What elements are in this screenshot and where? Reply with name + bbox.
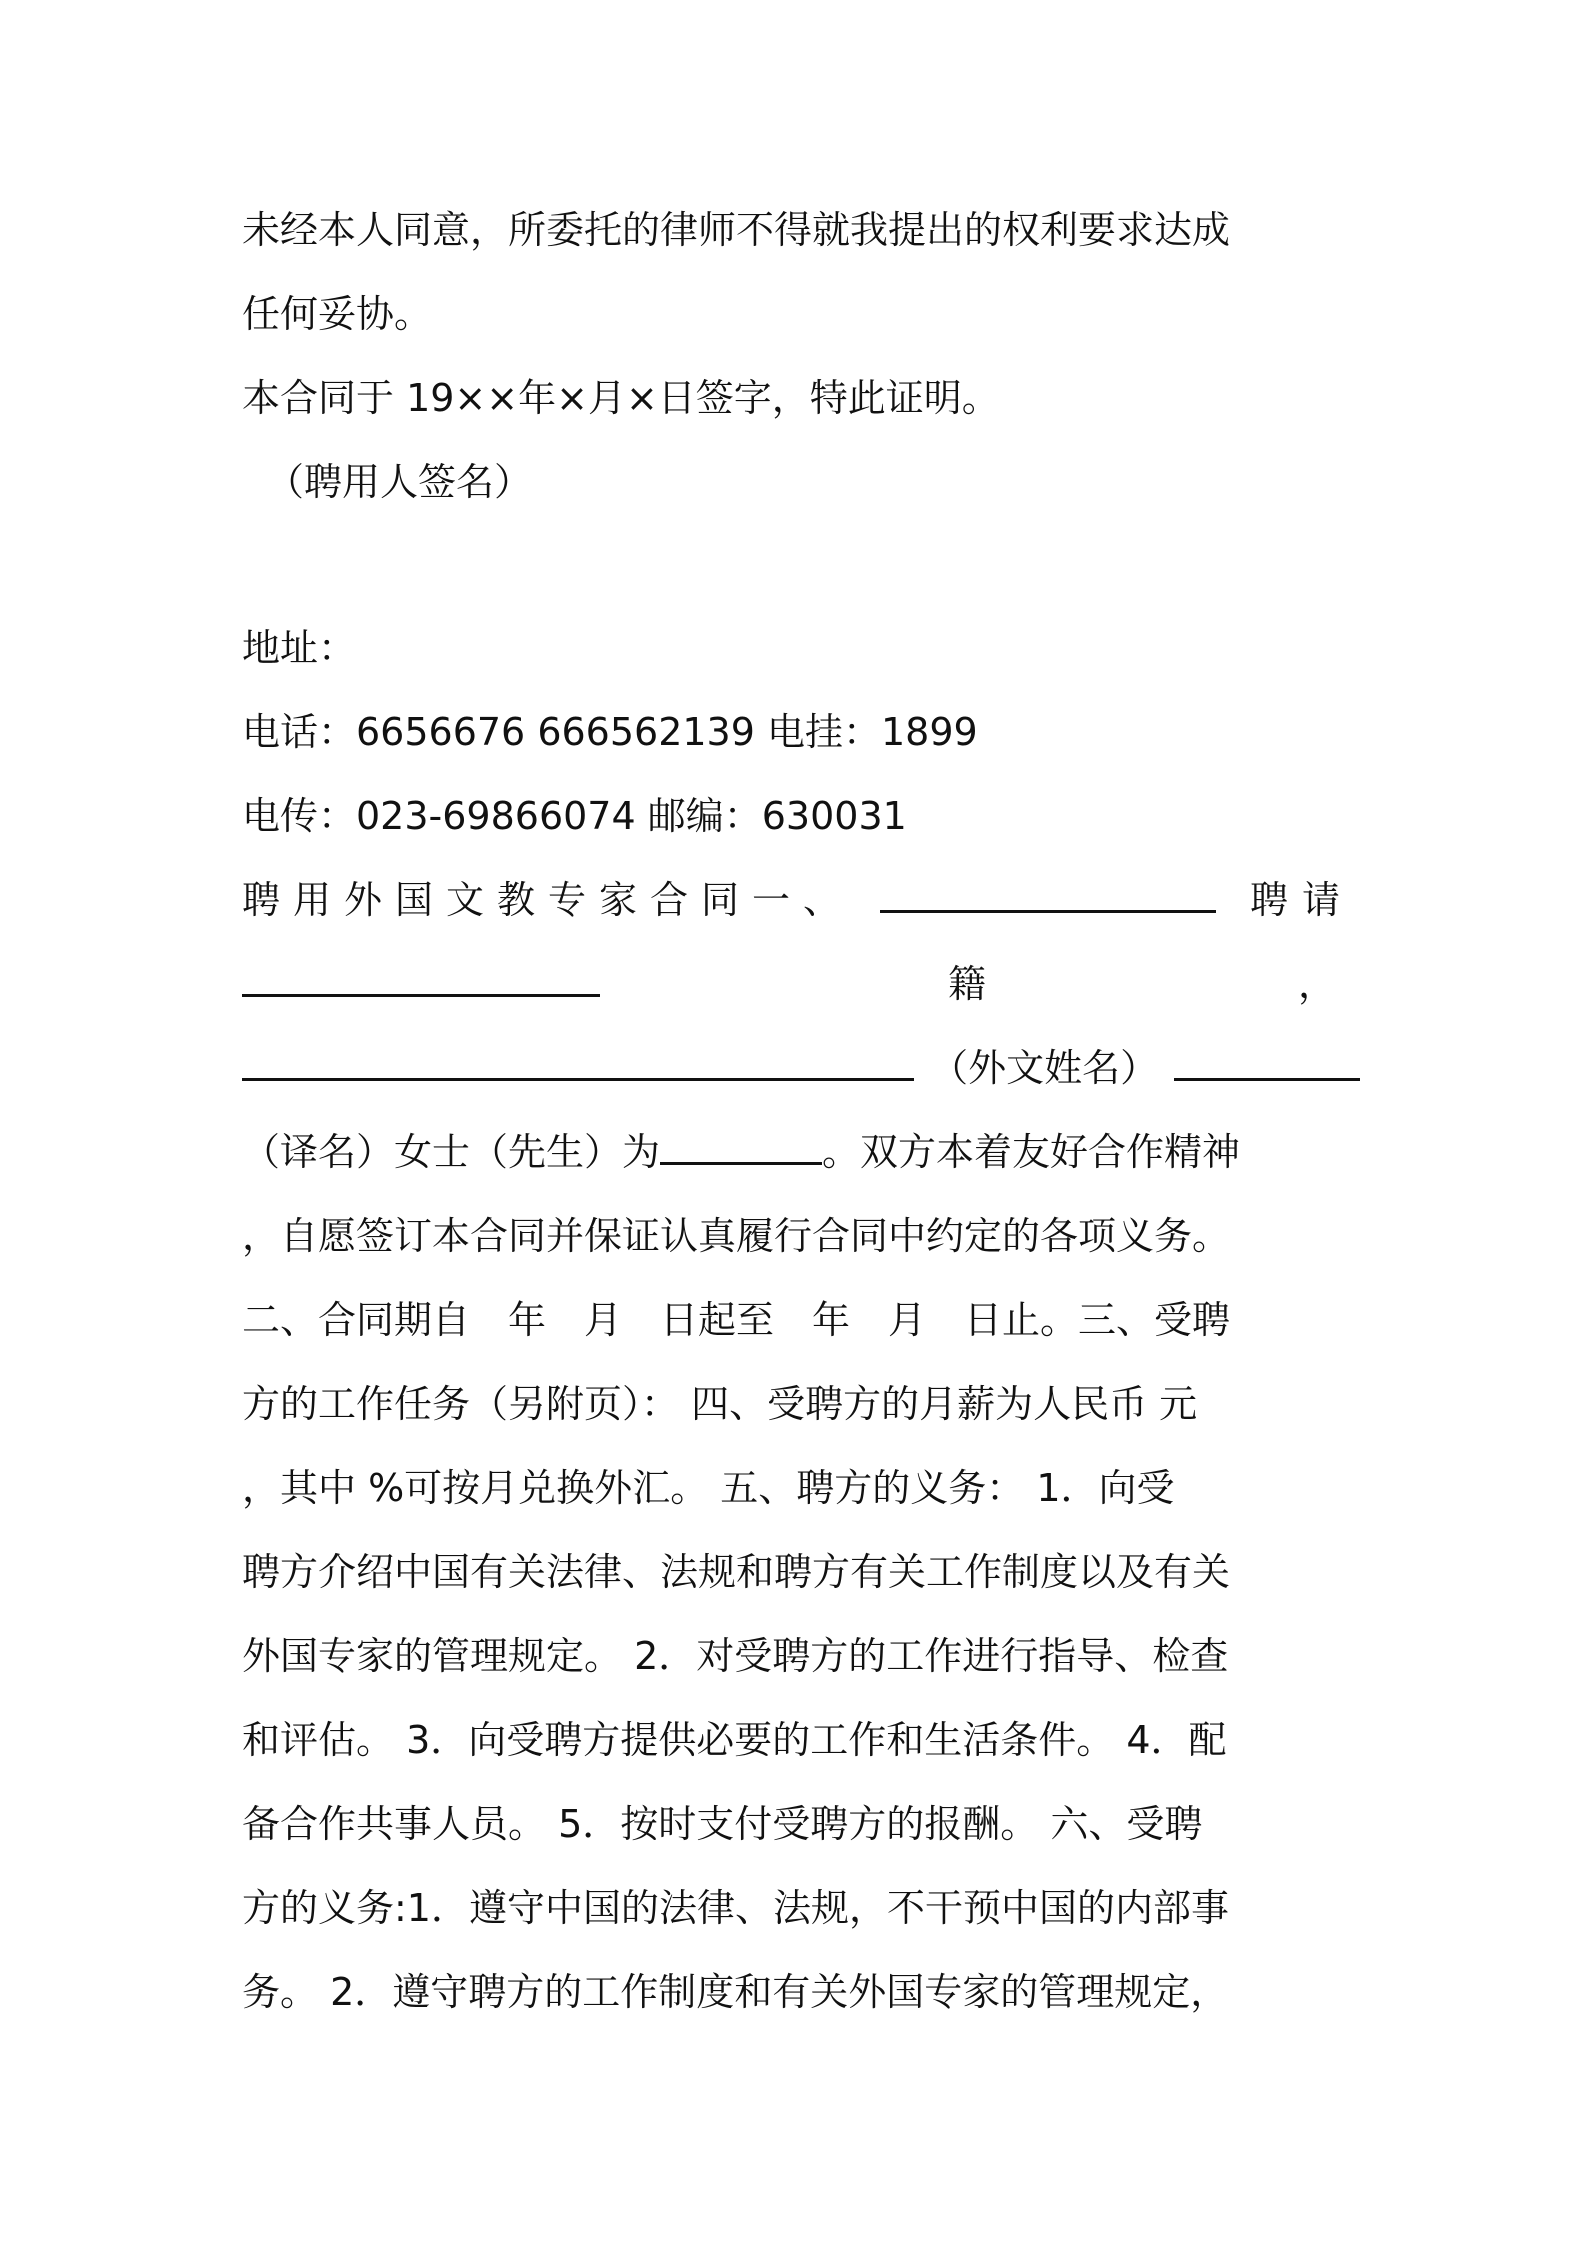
paragraph-line-1: 未经本人同意，所委托的律师不得就我提出的权利要求达成 [242, 208, 1231, 252]
paragraph-line-obligations: ，自愿签订本合同并保证认真履行合同中约定的各项义务。 [242, 1214, 1231, 1258]
paragraph-line-conditions: 和评估。 3．向受聘方提供必要的工作和生活条件。 4．配 [242, 1718, 1227, 1762]
contract-title-text: 聘用外国文教专家合同一、 [242, 878, 855, 922]
paragraph-line-rules: 务。 2．遵守聘方的工作制度和有关外国专家的管理规定， [242, 1970, 1229, 2014]
contract-title-line [242, 858, 1354, 942]
cooperation-text: 。双方本着友好合作精神 [822, 1130, 1241, 1174]
paragraph-line-term: 二、合同期自 年 月 日起至 年 月 日止。三、受聘 [242, 1298, 1231, 1342]
address-label: 地址： [242, 626, 357, 670]
paragraph-line-salary: 方的工作任务（另附页）： 四、受聘方的月薪为人民币 元 [242, 1382, 1198, 1426]
paragraph-line-2: 任何妥协。 [242, 292, 433, 336]
foreign-name-line [242, 1026, 1354, 1110]
blank-field-translated-name [1174, 1054, 1360, 1081]
hire-text: 聘请 [1249, 878, 1354, 922]
signing-date-line: 本合同于 19××年×月×日签字，特此证明。 [242, 376, 1000, 420]
nationality-line [242, 942, 1354, 1026]
phone-line: 电话：6656676 666562139 电挂：1899 [242, 710, 978, 754]
paragraph-line-duties: 方的义务:1．遵守中国的法律、法规，不干预中国的内部事 [242, 1886, 1229, 1930]
blank-field-position [660, 1138, 822, 1165]
title-role-line [242, 1110, 1354, 1194]
nationality-text: 籍 [948, 962, 987, 1006]
employer-signature-label: （聘用人签名） [266, 460, 533, 504]
comma-text: ， [1297, 962, 1336, 1006]
blank-field-employer [880, 886, 1216, 913]
blank-field-foreign-name [242, 1054, 914, 1081]
foreign-name-text: （外文姓名） [930, 1046, 1159, 1090]
paragraph-line-staff: 备合作共事人员。 5．按时支付受聘方的报酬。 六、受聘 [242, 1802, 1203, 1846]
blank-field-nationality [242, 970, 600, 997]
paragraph-line-guidance: 外国专家的管理规定。 2．对受聘方的工作进行指导、检查 [242, 1634, 1229, 1678]
fax-postcode-line: 电传：023-69866074 邮编：630031 [242, 794, 907, 838]
translated-name-text: （译名）女士（先生）为 [242, 1130, 661, 1174]
paragraph-line-exchange: ，其中 %可按月兑换外汇。 五、聘方的义务： 1．向受 [242, 1466, 1175, 1510]
paragraph-line-laws: 聘方介绍中国有关法律、法规和聘方有关工作制度以及有关 [242, 1550, 1231, 1594]
